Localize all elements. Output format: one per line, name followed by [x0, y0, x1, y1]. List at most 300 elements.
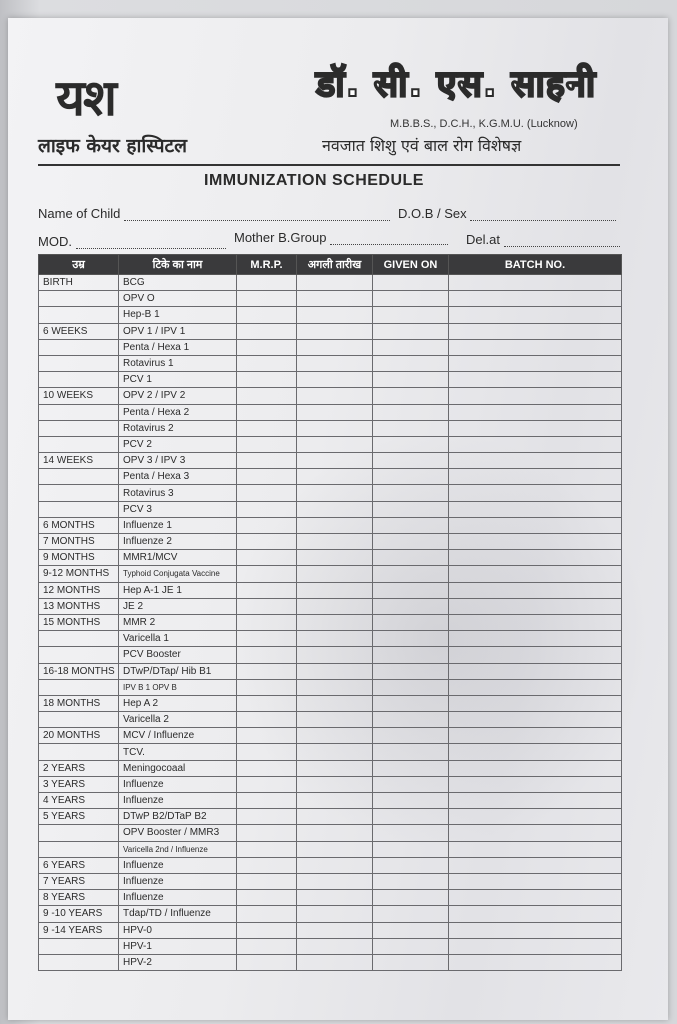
mrp-cell[interactable]	[237, 744, 297, 760]
vaccine-cell: OPV O	[119, 291, 237, 307]
age-cell: 10 WEEKS	[39, 388, 119, 404]
table-row	[39, 679, 622, 695]
vaccine-cell: Penta / Hexa 1	[119, 339, 237, 355]
given-on-cell[interactable]	[373, 728, 449, 744]
batch-no-cell[interactable]	[449, 582, 622, 598]
vaccine-cell: Varicella 1	[119, 631, 237, 647]
next-date-cell[interactable]	[297, 647, 373, 663]
table-row	[39, 712, 622, 728]
mrp-cell[interactable]	[237, 647, 297, 663]
mrp-cell[interactable]	[237, 291, 297, 307]
page-title: IMMUNIZATION SCHEDULE	[204, 172, 424, 189]
table-row	[39, 631, 622, 647]
table-row	[39, 275, 622, 291]
table-row	[39, 372, 622, 388]
mrp-cell[interactable]	[237, 550, 297, 566]
batch-no-cell[interactable]	[449, 679, 622, 695]
batch-no-cell[interactable]	[449, 841, 622, 857]
mrp-cell[interactable]	[237, 938, 297, 954]
doctor-specialty: नवजात शिशु एवं बाल रोग विशेषज्ञ	[322, 136, 522, 155]
age-cell	[39, 954, 119, 970]
vaccine-cell: Tdap/TD / Influenze	[119, 906, 237, 922]
vaccine-cell: DTwP/DTap/ Hib B1	[119, 663, 237, 679]
given-on-cell[interactable]	[373, 339, 449, 355]
mrp-cell[interactable]	[237, 614, 297, 630]
vaccine-cell: Meningocoaal	[119, 760, 237, 776]
mrp-cell[interactable]	[237, 534, 297, 550]
given-on-cell[interactable]	[373, 372, 449, 388]
mrp-cell[interactable]	[237, 793, 297, 809]
vaccine-cell: PCV 3	[119, 501, 237, 517]
mrp-cell[interactable]	[237, 517, 297, 533]
table-row	[39, 938, 622, 954]
next-date-cell[interactable]	[297, 825, 373, 841]
age-cell: 18 MONTHS	[39, 695, 119, 711]
age-cell: 9 -10 YEARS	[39, 906, 119, 922]
given-on-cell[interactable]	[373, 501, 449, 517]
mrp-cell[interactable]	[237, 809, 297, 825]
next-date-cell[interactable]	[297, 566, 373, 582]
given-on-cell[interactable]	[373, 631, 449, 647]
mrp-cell[interactable]	[237, 712, 297, 728]
age-cell	[39, 291, 119, 307]
col-vaccine-header: टिके का नाम	[119, 255, 237, 275]
batch-no-cell[interactable]	[449, 776, 622, 792]
mrp-cell[interactable]	[237, 679, 297, 695]
batch-no-cell[interactable]	[449, 485, 622, 501]
given-on-cell[interactable]	[373, 517, 449, 533]
table-row	[39, 954, 622, 970]
next-date-cell[interactable]	[297, 307, 373, 323]
next-date-cell[interactable]	[297, 550, 373, 566]
batch-no-cell[interactable]	[449, 469, 622, 485]
age-cell	[39, 355, 119, 371]
next-date-cell[interactable]	[297, 663, 373, 679]
vaccine-cell: Rotavirus 3	[119, 485, 237, 501]
table-row	[39, 550, 622, 566]
age-cell: 9 MONTHS	[39, 550, 119, 566]
vaccine-cell: PCV 2	[119, 436, 237, 452]
next-date-cell[interactable]	[297, 291, 373, 307]
name-of-child-field[interactable]	[38, 206, 390, 221]
given-on-cell[interactable]	[373, 453, 449, 469]
given-on-cell[interactable]	[373, 809, 449, 825]
table-row	[39, 760, 622, 776]
mrp-cell[interactable]	[237, 582, 297, 598]
given-on-cell[interactable]	[373, 857, 449, 873]
next-date-cell[interactable]	[297, 469, 373, 485]
next-date-cell[interactable]	[297, 922, 373, 938]
given-on-cell[interactable]	[373, 485, 449, 501]
age-cell: 13 MONTHS	[39, 598, 119, 614]
given-on-cell[interactable]	[373, 825, 449, 841]
given-on-cell[interactable]	[373, 793, 449, 809]
next-date-cell[interactable]	[297, 776, 373, 792]
age-cell: 9-12 MONTHS	[39, 566, 119, 582]
table-row	[39, 566, 622, 582]
mrp-cell[interactable]	[237, 420, 297, 436]
col-next-date-header: अगली तारीख	[297, 255, 373, 275]
vaccine-cell: PCV 1	[119, 372, 237, 388]
table-row	[39, 728, 622, 744]
mrp-cell[interactable]	[237, 728, 297, 744]
mrp-cell[interactable]	[237, 355, 297, 371]
table-row	[39, 744, 622, 760]
mrp-cell[interactable]	[237, 372, 297, 388]
next-date-cell[interactable]	[297, 404, 373, 420]
age-cell	[39, 469, 119, 485]
hospital-name: लाइफ केयर हास्पिटल	[38, 135, 187, 157]
col-given-on-header: GIVEN ON	[373, 255, 449, 275]
doctor-degrees: M.B.B.S., D.C.H., K.G.M.U. (Lucknow)	[390, 118, 578, 130]
given-on-cell[interactable]	[373, 938, 449, 954]
next-date-cell[interactable]	[297, 453, 373, 469]
age-cell: 15 MONTHS	[39, 614, 119, 630]
table-header-row	[39, 255, 622, 275]
vaccine-cell: MCV / Influenze	[119, 728, 237, 744]
batch-no-cell[interactable]	[449, 614, 622, 630]
mrp-cell[interactable]	[237, 776, 297, 792]
given-on-cell[interactable]	[373, 566, 449, 582]
batch-no-cell[interactable]	[449, 420, 622, 436]
given-on-cell[interactable]	[373, 663, 449, 679]
mrp-cell[interactable]	[237, 485, 297, 501]
batch-no-cell[interactable]	[449, 501, 622, 517]
next-date-cell[interactable]	[297, 938, 373, 954]
next-date-cell[interactable]	[297, 323, 373, 339]
next-date-cell[interactable]	[297, 372, 373, 388]
next-date-cell[interactable]	[297, 695, 373, 711]
given-on-cell[interactable]	[373, 355, 449, 371]
vaccine-cell: Influenze	[119, 873, 237, 889]
batch-no-cell[interactable]	[449, 728, 622, 744]
table-row	[39, 485, 622, 501]
next-date-cell[interactable]	[297, 873, 373, 889]
next-date-cell[interactable]	[297, 857, 373, 873]
given-on-cell[interactable]	[373, 436, 449, 452]
next-date-cell[interactable]	[297, 744, 373, 760]
table-row	[39, 695, 622, 711]
next-date-cell[interactable]	[297, 793, 373, 809]
col-age-header: उम्र	[39, 255, 119, 275]
next-date-cell[interactable]	[297, 436, 373, 452]
age-cell: 20 MONTHS	[39, 728, 119, 744]
mrp-cell[interactable]	[237, 275, 297, 291]
mrp-cell[interactable]	[237, 598, 297, 614]
age-cell: 8 YEARS	[39, 890, 119, 906]
table-row	[39, 873, 622, 889]
batch-no-cell[interactable]	[449, 954, 622, 970]
age-cell	[39, 339, 119, 355]
next-date-cell[interactable]	[297, 954, 373, 970]
table-row	[39, 404, 622, 420]
batch-no-cell[interactable]	[449, 890, 622, 906]
del-at-label: Del.at	[466, 232, 500, 247]
next-date-cell[interactable]	[297, 582, 373, 598]
mrp-cell[interactable]	[237, 695, 297, 711]
given-on-cell[interactable]	[373, 275, 449, 291]
next-date-cell[interactable]	[297, 728, 373, 744]
given-on-cell[interactable]	[373, 404, 449, 420]
table-row	[39, 436, 622, 452]
vaccine-cell: HPV-2	[119, 954, 237, 970]
vaccine-cell: DTwP B2/DTaP B2	[119, 809, 237, 825]
given-on-cell[interactable]	[373, 890, 449, 906]
batch-no-cell[interactable]	[449, 404, 622, 420]
batch-no-cell[interactable]	[449, 695, 622, 711]
age-cell	[39, 938, 119, 954]
mrp-cell[interactable]	[237, 339, 297, 355]
given-on-cell[interactable]	[373, 712, 449, 728]
table-row	[39, 469, 622, 485]
given-on-cell[interactable]	[373, 469, 449, 485]
batch-no-cell[interactable]	[449, 388, 622, 404]
batch-no-cell[interactable]	[449, 323, 622, 339]
table-row	[39, 355, 622, 371]
mrp-cell[interactable]	[237, 906, 297, 922]
batch-no-cell[interactable]	[449, 760, 622, 776]
table-row	[39, 647, 622, 663]
batch-no-cell[interactable]	[449, 355, 622, 371]
batch-no-cell[interactable]	[449, 873, 622, 889]
batch-no-cell[interactable]	[449, 809, 622, 825]
table-row	[39, 501, 622, 517]
next-date-cell[interactable]	[297, 760, 373, 776]
batch-no-cell[interactable]	[449, 712, 622, 728]
age-cell: 12 MONTHS	[39, 582, 119, 598]
next-date-cell[interactable]	[297, 712, 373, 728]
batch-no-cell[interactable]	[449, 598, 622, 614]
mrp-cell[interactable]	[237, 631, 297, 647]
given-on-cell[interactable]	[373, 744, 449, 760]
age-cell	[39, 679, 119, 695]
given-on-cell[interactable]	[373, 776, 449, 792]
table-row	[39, 453, 622, 469]
next-date-cell[interactable]	[297, 355, 373, 371]
vaccine-cell: Rotavirus 2	[119, 420, 237, 436]
given-on-cell[interactable]	[373, 760, 449, 776]
vaccine-cell: Hep-B 1	[119, 307, 237, 323]
del-at-field[interactable]	[466, 232, 620, 247]
age-cell	[39, 631, 119, 647]
mod-field[interactable]	[38, 234, 226, 249]
batch-no-cell[interactable]	[449, 906, 622, 922]
batch-no-cell[interactable]	[449, 436, 622, 452]
given-on-cell[interactable]	[373, 550, 449, 566]
mrp-cell[interactable]	[237, 453, 297, 469]
next-date-cell[interactable]	[297, 534, 373, 550]
age-cell	[39, 825, 119, 841]
next-date-cell[interactable]	[297, 275, 373, 291]
mrp-cell[interactable]	[237, 566, 297, 582]
age-cell: 6 MONTHS	[39, 517, 119, 533]
table-row	[39, 614, 622, 630]
given-on-cell[interactable]	[373, 307, 449, 323]
given-on-cell[interactable]	[373, 291, 449, 307]
given-on-cell[interactable]	[373, 873, 449, 889]
age-cell	[39, 307, 119, 323]
batch-no-cell[interactable]	[449, 307, 622, 323]
vaccine-cell: MMR 2	[119, 614, 237, 630]
batch-no-cell[interactable]	[449, 647, 622, 663]
batch-no-cell[interactable]	[449, 793, 622, 809]
mrp-cell[interactable]	[237, 890, 297, 906]
given-on-cell[interactable]	[373, 647, 449, 663]
table-row	[39, 388, 622, 404]
batch-no-cell[interactable]	[449, 825, 622, 841]
mrp-cell[interactable]	[237, 760, 297, 776]
vaccine-cell: Hep A 2	[119, 695, 237, 711]
batch-no-cell[interactable]	[449, 857, 622, 873]
next-date-cell[interactable]	[297, 631, 373, 647]
next-date-cell[interactable]	[297, 809, 373, 825]
age-cell	[39, 372, 119, 388]
given-on-cell[interactable]	[373, 922, 449, 938]
given-on-cell[interactable]	[373, 695, 449, 711]
next-date-cell[interactable]	[297, 906, 373, 922]
hospital-logo: यश	[56, 69, 115, 127]
batch-no-cell[interactable]	[449, 291, 622, 307]
table-row	[39, 307, 622, 323]
table-row	[39, 598, 622, 614]
given-on-cell[interactable]	[373, 954, 449, 970]
table-row	[39, 841, 622, 857]
next-date-cell[interactable]	[297, 388, 373, 404]
mrp-cell[interactable]	[237, 922, 297, 938]
table-row	[39, 825, 622, 841]
table-row	[39, 663, 622, 679]
batch-no-cell[interactable]	[449, 517, 622, 533]
batch-no-cell[interactable]	[449, 566, 622, 582]
header-divider	[38, 164, 620, 166]
table-body	[39, 275, 622, 971]
given-on-cell[interactable]	[373, 841, 449, 857]
next-date-cell[interactable]	[297, 614, 373, 630]
mrp-cell[interactable]	[237, 857, 297, 873]
dob-sex-field[interactable]	[398, 206, 616, 221]
age-cell: 6 YEARS	[39, 857, 119, 873]
batch-no-cell[interactable]	[449, 663, 622, 679]
vaccine-cell: Rotavirus 1	[119, 355, 237, 371]
batch-no-cell[interactable]	[449, 453, 622, 469]
age-cell	[39, 712, 119, 728]
batch-no-cell[interactable]	[449, 922, 622, 938]
mrp-cell[interactable]	[237, 841, 297, 857]
age-cell: 4 YEARS	[39, 793, 119, 809]
age-cell	[39, 420, 119, 436]
vaccine-cell: HPV-1	[119, 938, 237, 954]
table-row	[39, 323, 622, 339]
vaccine-cell: Influenze	[119, 776, 237, 792]
given-on-cell[interactable]	[373, 679, 449, 695]
next-date-cell[interactable]	[297, 501, 373, 517]
vaccine-cell: JE 2	[119, 598, 237, 614]
next-date-cell[interactable]	[297, 841, 373, 857]
batch-no-cell[interactable]	[449, 631, 622, 647]
vaccine-cell: Varicella 2nd / Influenze	[119, 841, 237, 857]
age-cell: 6 WEEKS	[39, 323, 119, 339]
batch-no-cell[interactable]	[449, 372, 622, 388]
vaccine-cell: OPV 3 / IPV 3	[119, 453, 237, 469]
next-date-cell[interactable]	[297, 517, 373, 533]
table-row	[39, 793, 622, 809]
next-date-cell[interactable]	[297, 339, 373, 355]
mother-b-group-field[interactable]	[234, 230, 448, 245]
table-row	[39, 582, 622, 598]
mrp-cell[interactable]	[237, 469, 297, 485]
mrp-cell[interactable]	[237, 501, 297, 517]
age-cell	[39, 436, 119, 452]
mrp-cell[interactable]	[237, 873, 297, 889]
mrp-cell[interactable]	[237, 404, 297, 420]
given-on-cell[interactable]	[373, 323, 449, 339]
age-cell	[39, 647, 119, 663]
mrp-cell[interactable]	[237, 954, 297, 970]
given-on-cell[interactable]	[373, 534, 449, 550]
given-on-cell[interactable]	[373, 582, 449, 598]
doctor-name: डॉ. सी. एस. साहनी	[316, 64, 597, 105]
batch-no-cell[interactable]	[449, 339, 622, 355]
dob-sex-label: D.O.B / Sex	[398, 206, 467, 221]
table-row	[39, 906, 622, 922]
batch-no-cell[interactable]	[449, 744, 622, 760]
vaccine-cell: OPV 2 / IPV 2	[119, 388, 237, 404]
batch-no-cell[interactable]	[449, 534, 622, 550]
age-cell: 5 YEARS	[39, 809, 119, 825]
mrp-cell[interactable]	[237, 825, 297, 841]
given-on-cell[interactable]	[373, 906, 449, 922]
col-batch-no-header: BATCH NO.	[449, 255, 622, 275]
vaccine-cell: Varicella 2	[119, 712, 237, 728]
given-on-cell[interactable]	[373, 388, 449, 404]
next-date-cell[interactable]	[297, 890, 373, 906]
table-row	[39, 339, 622, 355]
next-date-cell[interactable]	[297, 679, 373, 695]
table-row	[39, 922, 622, 938]
batch-no-cell[interactable]	[449, 938, 622, 954]
given-on-cell[interactable]	[373, 420, 449, 436]
batch-no-cell[interactable]	[449, 275, 622, 291]
next-date-cell[interactable]	[297, 485, 373, 501]
next-date-cell[interactable]	[297, 598, 373, 614]
age-cell: 7 YEARS	[39, 873, 119, 889]
next-date-cell[interactable]	[297, 420, 373, 436]
age-cell	[39, 841, 119, 857]
vaccine-cell: BCG	[119, 275, 237, 291]
mrp-cell[interactable]	[237, 663, 297, 679]
given-on-cell[interactable]	[373, 598, 449, 614]
age-cell: 16-18 MONTHS	[39, 663, 119, 679]
table-row	[39, 776, 622, 792]
vaccine-cell: IPV B 1 OPV B	[119, 679, 237, 695]
vaccine-cell: Influenze 1	[119, 517, 237, 533]
batch-no-cell[interactable]	[449, 550, 622, 566]
mrp-cell[interactable]	[237, 436, 297, 452]
vaccine-cell: HPV-0	[119, 922, 237, 938]
mrp-cell[interactable]	[237, 307, 297, 323]
mrp-cell[interactable]	[237, 388, 297, 404]
age-cell	[39, 744, 119, 760]
given-on-cell[interactable]	[373, 614, 449, 630]
table-row	[39, 517, 622, 533]
vaccine-cell: Typhoid Conjugata Vaccine	[119, 566, 237, 582]
mrp-cell[interactable]	[237, 323, 297, 339]
age-cell: 2 YEARS	[39, 760, 119, 776]
vaccine-cell: OPV 1 / IPV 1	[119, 323, 237, 339]
mother-b-group-label: Mother B.Group	[234, 230, 327, 245]
vaccine-cell: OPV Booster / MMR3	[119, 825, 237, 841]
table-row	[39, 857, 622, 873]
